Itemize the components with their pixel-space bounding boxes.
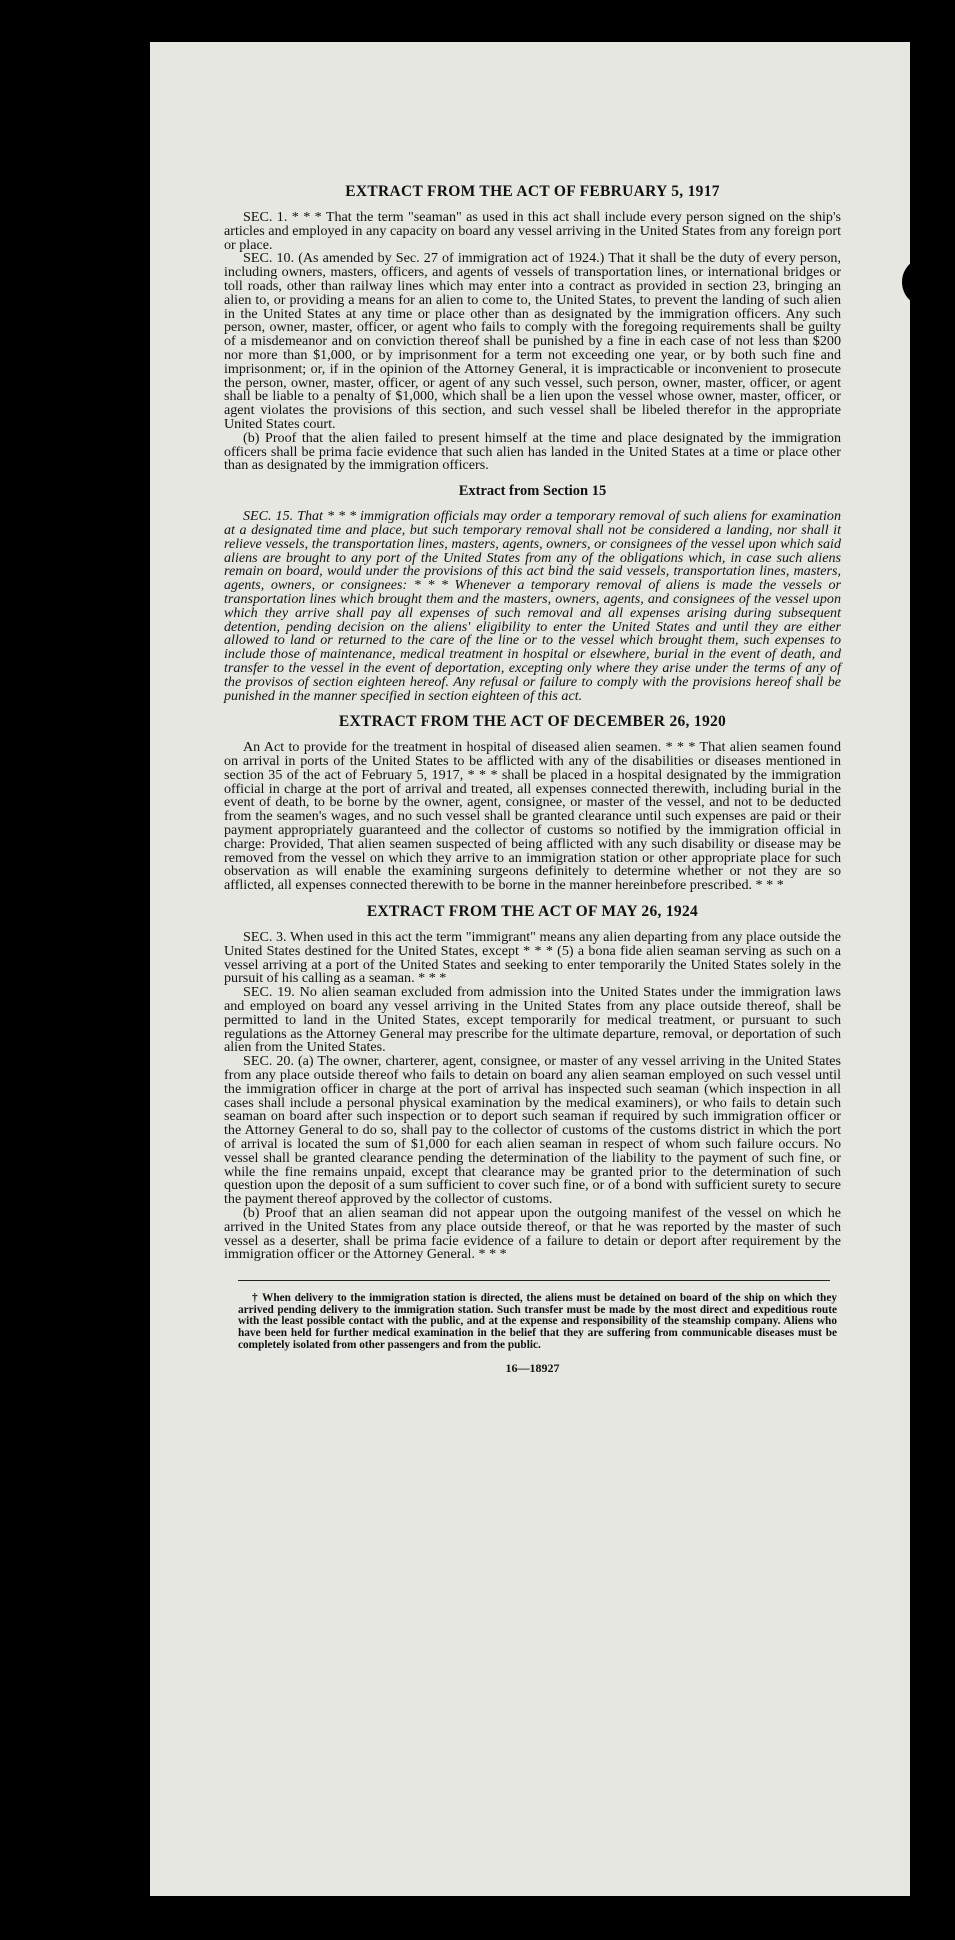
paragraph-sec-3: SEC. 3. When used in this act the term "immigrant" means any alien departing from any place outside the United States destined for the United States, except * * * (5) a bona fide alien seaman serving as such on a vessel arriving at a port of the United States and seeking to enter temporarily the United States solely in the pursuit of his calling as a seaman. * * * (224, 929, 841, 987)
heading-act-1920: EXTRACT FROM THE ACT OF DECEMBER 26, 1920 (338, 713, 727, 731)
paragraph-sec-10: SEC. 10. (As amended by Sec. 27 of immigration act of 1924.) That it shall be the duty of every person, including owners, masters, officers, and agents of vessels of transportation lines, or international bridges or toll roads, other than railway lines which may enter into a contract as provided in section 23, bringing an alien to, or providing a means for an alien to come to, the United States, to prevent the landing of such alien in the United States at any time or place other than as designated by the immigration officers. Any such person, owner, master, officer, or agent who fails to comply with the foregoing requirements shall be guilty of a misdemeanor and on conviction thereof shall be punished by a fine in each case of not less than $200 nor more than $1,000, or by imprisonment for a term not exceeding one year, or by both such fine and imprisonment; or, if in the opinion of the Attorney General, it is impracticable or inconvenient to prosecute the person, owner, master, officer, or agent of any such vessel, such person, owner, master, officer, or agent shall be liable to a penalty of $1,000, which shall be a lien upon the vessel whose owner, master, officer, or agent violates the provisions of this section, and such vessel shall be libeled therefor in the appropriate United States court. (224, 250, 841, 432)
document-page (150, 42, 910, 1896)
paragraph-sec-10-b: (b) Proof that the alien failed to present himself at the time and place designated by the immigration officers shall be prima facie evidence that such alien has landed in the United States at a time or place other than as designated by the immigration officers. (224, 429, 841, 474)
footnote: † When delivery to the immigration station is directed, the aliens must be detained on board of the ship on which they arrived pending delivery to the immigration station. Such transfer must be made by the most direct and expeditious route with the least possible contact with the public, and at the expense and responsibility of the steamship company. Aliens who have been held for further medical examination in the belief that they are suffering from communicable diseases must be completely isolated from other passengers and from the public. (238, 1292, 837, 1351)
heading-section-15: Extract from Section 15 (458, 483, 607, 500)
paragraph-sec-19: SEC. 19. No alien seaman excluded from admission into the United States under the immigration laws and employed on board any vessel arriving in the United States from any place outside thereof, shall be permitted to land in the United States, except temporarily for medical treatment, or pursuant to such regulations as the Attorney General may prescribe for the ultimate departure, removal, or deportation of such alien from the United States. (224, 984, 841, 1056)
punch-hole (902, 257, 910, 307)
paragraph-sec-20-a: SEC. 20. (a) The owner, charterer, agent, consignee, or master of any vessel arriving in the United States from any place outside thereof who fails to detain on board any alien seaman employed on such vessel until the immigration officer in charge at the port of arrival has inspected such seaman (which inspection in all cases shall include a personal physical examination by the medical examiners), or who fails to detain such seaman on board after such inspection or to deport such seaman if required by such immigration officer or the Attorney General to do so, shall pay to the collector of customs of the customs district in which the port of arrival is located the sum of $1,000 for each alien seaman in respect of whom such failure occurs. No vessel shall be granted clearance pending the determination of the liability to the payment of such fine, or while the fine remains unpaid, except that clearance may be granted prior to the determination of such question upon the deposit of a sum sufficient to cover such fine, or of a bond with sufficient surety to secure the payment thereof approved by the collector of customs. (224, 1053, 841, 1208)
paragraph-sec-20-b: (b) Proof that an alien seaman did not appear upon the outgoing manifest of the vessel on which he arrived in the United States from any place outside thereof, or that he was reported by the master of such vessel as a deserter, shall be prima facie evidence of a failure to detain or deport after requirement by the immigration officer or the Attorney General. * * * (224, 1205, 841, 1263)
heading-act-1924: EXTRACT FROM THE ACT OF MAY 26, 1924 (366, 903, 699, 921)
paragraph-sec-1: SEC. 1. * * * That the term "seaman" as used in this act shall include every person signed on the ship's articles and employed in any capacity on board any vessel arriving in the United States from any foreign port or place. (224, 209, 841, 253)
paragraph-sec-15: SEC. 15. That * * * immigration officials may order a temporary removal of such aliens for examination at a designated time and place, but such temporary removal shall not be considered a landing, nor shall it relieve vessels, the transportation lines, masters, agents, owners, or consignees of the vessel upon which said aliens are brought to any port of the United States from any of the obligations which, in case such aliens remain on board, would under the provisions of this act bind the said vessels, transportation lines, masters, agents, owners, or consignees: * * * Whenever a temporary removal of aliens is made the vessels or transportation lines which brought them and the masters, owners, agents, and consignees of the vessel upon which they arrive shall pay all expenses of such removal and all expenses arising during subsequent detention, pending decision on the aliens' eligibility to enter the United States and until they are either allowed to land or returned to the care of the line or to the vessel which brought them, such expenses to include those of maintenance, medical treatment in hospital or elsewhere, burial in the event of death, and transfer to the vessel in the event of deportation, excepting only where they arise under the terms of any of the provisos of section eighteen hereof. Any refusal or failure to comply with the provisions hereof shall be punished in the manner specified in section eighteen of this act. (224, 508, 841, 704)
heading-act-1917: EXTRACT FROM THE ACT OF FEBRUARY 5, 1917 (345, 183, 720, 200)
form-number: 16—18927 (505, 1361, 560, 1376)
paragraph-act-1920: An Act to provide for the treatment in hospital of diseased alien seamen. * * * That alien seamen found on arrival in ports of the United States to be afflicted with any of the disabilities or diseases mentioned in section 35 of the act of February 5, 1917, * * * shall be placed in a hospital designated by the immigration official in charge at the port of arrival and treated, all expenses connected therewith, including burial in the event of death, to be borne by the owner, agent, consignee, or master of the vessel, and not to be deducted from the seamen's wages, and no such vessel shall be granted clearance until such expenses are paid or their payment appropriately guaranteed and the collector of customs so notified by the immigration official in charge: Provided, That alien seamen suspected of being afflicted with any such disability or disease may be removed from the vessel on which they arrive to an immigration station or other appropriate place for such observation as will enable the examining surgeons definitely to determine whether or not they are so afflicted, all expenses connected therewith to be borne in the manner hereinbefore prescribed. * * * (224, 739, 841, 894)
footnote-divider (238, 1280, 830, 1281)
